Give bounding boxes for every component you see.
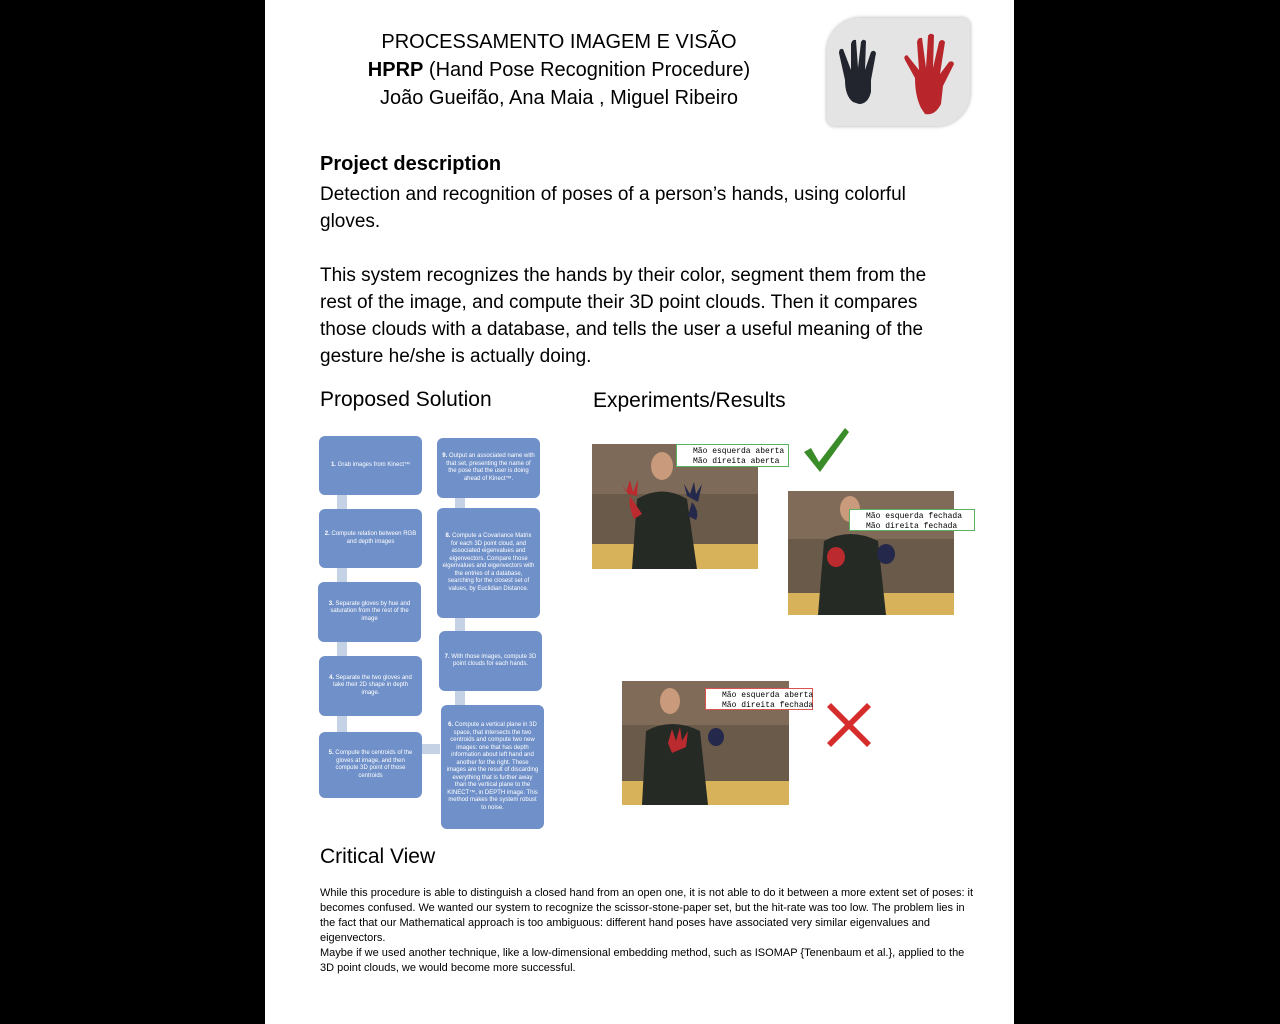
- critical-paragraph-2: Maybe if we used another technique, like a low-dimensional embedding method, such as ISOMAP {Tenenbaum et al.}, applied to the 3D point clouds, we would become more successful.: [320, 947, 965, 974]
- gloves-illustration: [827, 18, 970, 126]
- flow-connector: [455, 498, 465, 508]
- result-label-2: Mão esquerda fechada Mão direita fechada: [849, 509, 975, 531]
- flow-step-4: 4. Separate the two gloves and take their 2D shape in depth image.: [319, 656, 422, 716]
- flow-step-3: 3. Separate gloves by hue and saturation from the rest of the image: [318, 582, 421, 642]
- flow-connector: [455, 618, 465, 631]
- critical-paragraph-1: While this procedure is able to distinguish a closed hand from an open one, it is not able to do it between a more extent set of poses: it becomes confused. We wanted our system to recognize the scissor-stone-paper set, but the hit-rate was too low. The problem lies in the fact that our Mathematical approach is too ambiguous: different hand poses have associated very similar eigenvalues and eigenvectors.: [320, 887, 974, 944]
- flow-step-6: 6. Compute a vertical plane in 3D space, that intersects the two centroids and compute two new images: one that has depth information about left hand and another for the right. These images are the result of discarding everything that is further away than the vertical plane to the KINECT™, in DEPTH image. This method makes the system robust to noise.: [441, 705, 544, 829]
- experiments-heading: Experiments/Results: [593, 389, 786, 412]
- course-title: PROCESSAMENTO IMAGEM E VISÃO: [381, 31, 737, 53]
- flow-step-9: 9. Output an associated name with that set, presenting the name of the pose that the user is doing ahead of Kinect™.: [437, 438, 540, 498]
- flow-connector: [337, 495, 347, 509]
- flow-connector: [337, 716, 347, 732]
- flow-step-8: 8. Compute a Covariance Matrix for each 3D point cloud, and associated eigenvalues and eigenvectors. Compare those eigenvalues and eigenvectors with the entries of a database, searching for the closest set of values, by Euclidian Distance.: [437, 508, 540, 618]
- flow-connector: [455, 691, 465, 705]
- check-icon: [801, 424, 851, 474]
- project-acronym: HPRP: [367, 59, 424, 81]
- flow-step-1: 1. Grab images from Kinect™: [319, 436, 422, 495]
- flow-connector: [422, 744, 440, 754]
- critical-view-heading: Critical View: [320, 845, 436, 868]
- description-intro: Detection and recognition of poses of a person’s hands, using colorful gloves.: [320, 184, 906, 232]
- cross-icon: [823, 699, 875, 751]
- flow-step-7: 7. With those images, compute 3D point clouds for each hands.: [439, 631, 542, 691]
- description-body: This system recognizes the hands by their color, segment them from the rest of the image, and compute their 3D point clouds. Then it compares those clouds with a database, and tells the user a useful meaning of the gesture he/she is actually doing.: [320, 265, 927, 367]
- critical-view-text: [320, 886, 980, 976]
- poster-slide: [265, 0, 1014, 1024]
- description-heading: Project description: [320, 153, 502, 175]
- flow-connector: [337, 568, 347, 582]
- gloves-photo: [827, 18, 970, 126]
- project-title: [305, 56, 813, 84]
- result-label-3: Mão esquerda aberta Mão direita fechada: [705, 688, 813, 710]
- title-block: [305, 28, 813, 112]
- project-fullname: (Hand Pose Recognition Procedure): [423, 59, 751, 81]
- result-label-1: Mão esquerda aberta Mão direita aberta: [676, 444, 789, 467]
- proposed-solution-heading: Proposed Solution: [320, 388, 492, 411]
- flow-step-5: 5. Compute the centroids of the gloves at image, and then compute 3D point of those centroids: [319, 732, 422, 798]
- flow-step-2: 2. Compute relation between RGB and depth images: [319, 509, 422, 568]
- authors: João Gueifão, Ana Maia , Miguel Ribeiro: [380, 87, 738, 109]
- flow-connector: [337, 642, 347, 656]
